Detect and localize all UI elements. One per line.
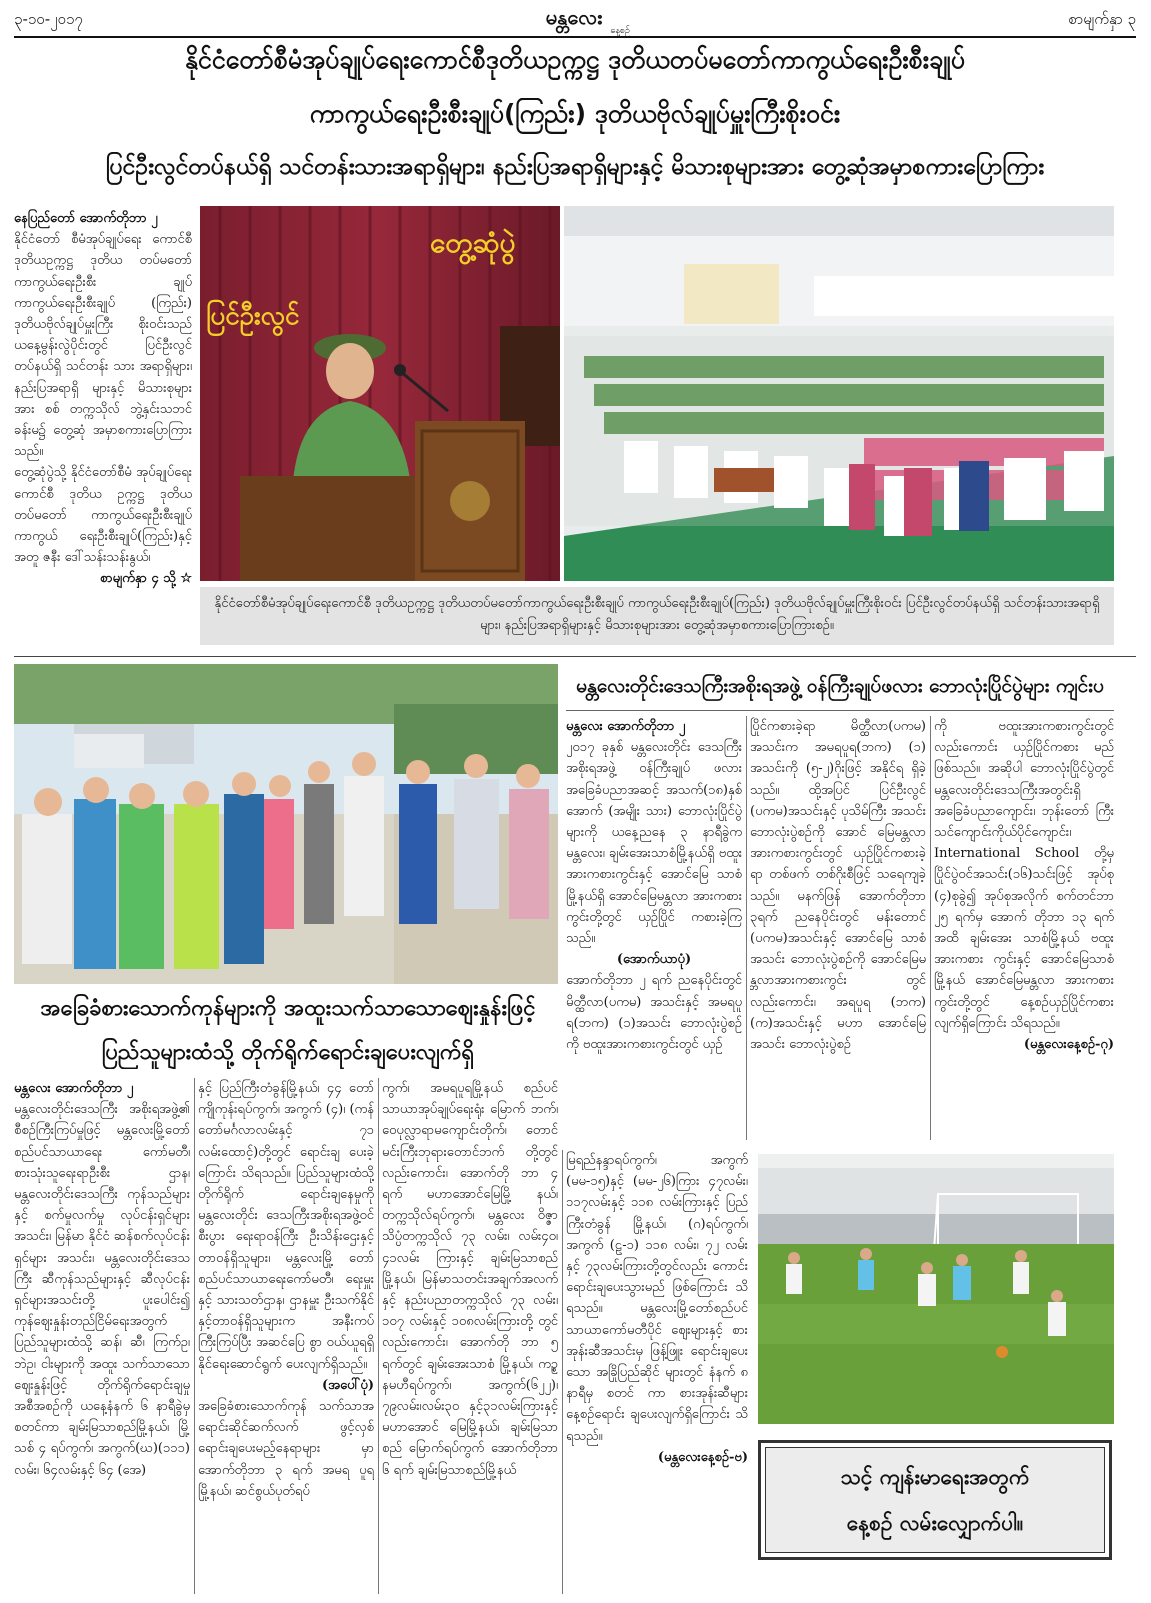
- photo-town-text: ပြင်ဦးလွင်: [206, 301, 300, 331]
- photo-football-match: [758, 1154, 1114, 1424]
- goods-headline-2: ပြည်သူများထံသို့ တိုက်ရိုက်ရောင်းချပေးလျက်ရှိ: [101, 1040, 475, 1065]
- goods-column-3: [382, 1078, 558, 1596]
- goods-column-2: [198, 1078, 374, 1596]
- sports-column-3: [934, 716, 1114, 1140]
- goods-column-1: [14, 1078, 190, 1596]
- masthead: [14, 6, 1136, 36]
- goods-paragraph: မြရည်နန္ဒာရပ်ကွက်၊ အကွက် (မမ-၁၅)နှင့် (မမ-၂၆)ကြား ၄၇လမ်း၊ ၁၁၇လမ်းနှင့် ၁၁၈ လမ်းကြားနှင့် ပြည်ကြီးတံခွန် မြို့နယ်၊ (ဂ)ရပ်ကွက်၊ အကွက် (ဠ-၁) ၁၁၈ လမ်း၊ ၇၂ လမ်း နှင့် ၇၃လမ်းကြားတို့တွင်လည်း ကောင်း ရောင်းချပေးသွားမည် ဖြစ်ကြောင်း သိရသည်။ မန္တလေးမြို့တော်စည်ပင် သာယာကော်မတီပိုင် ဈေးများနှင့် စားအုန်းဆီအသင်းမှ ဖြန့်ဖြူး ရောင်းချပေးသော အခြိုပြည်ဆိုင် များတွင် နံနက် ၈ နာရီမှ စတင် ကာ စားအုန်းဆီများ နေ့စဉ်ရောင်း ချပေးလျက်ရှိကြောင်း သိရသည်။: [566, 1153, 748, 1444]
- goods-paragraph: ကွက်၊ အမရပူရမြို့နယ် စည်ပင် သာယာအုပ်ချုပ်ရေးရုံး မြောက် ဘက်၊ ဝေပုလ္လာရာမကျောင်းတိုက်၊ တောင်မင်းကြီးဘုရားတောင်ဘက် တို့တွင်လည်းကောင်း၊ အောက်တို ဘာ ၄ ရက် မဟာအောင်မြေမြို့ နယ်၊ တက္ကသိုလ်ရပ်ကွက်၊ မန္တလေး ဝိဇ္ဇာသိပ္ပံတက္ကသိုလ် ၇၃ လမ်း၊ လမ်း၄၀၊ ၄၁လမ်း ကြားနှင့် ချမ်းမြသာစည်မြို့နယ်၊ မြန်မာသတင်းအချက်အလက်နှင့် နည်းပညာတက္ကသိုလ် ၇၃ လမ်း၊ ၁၀၇ လမ်းနှင့် ၁၀၈လမ်းကြားတို့ တွင်လည်းကောင်း၊ အောက်တို ဘာ ၅ ရက်တွင် ချမ်းအေးသာစံ မြို့နယ်၊ ကဥ္စနမဟီရပ်ကွက်၊ အကွက်(၆၂၂)၊ ၇၉လမ်း၊လမ်း၃၀ နှင့်၃၁လမ်းကြားနှင့် မဟာအောင် မြေမြို့နယ်၊ ချမ်းမြသာစည် မြောက်ရပ်ကွက် အောက်တိုဘာ ၆ ရက် ချမ်းမြသာစည်မြို့နယ်: [382, 1081, 558, 1478]
- goods-headline-1: အခြေခံစားသောက်ကုန်များကို အထူးသက်သာသောဈေးနှုန်းဖြင့်: [40, 996, 536, 1021]
- sports-headline-rule: [566, 710, 1114, 711]
- photo-banner-text: တွေ့ဆုံပွဲ: [430, 226, 516, 259]
- lead-headline-2: ကာကွယ်ရေးဦးစီးချုပ်(ကြည်း) ဒုတိယဗိုလ်ချုပ်မှူးကြီးစိုးဝင်း: [309, 99, 841, 128]
- lead-headline-1: နိုင်ငံတော်စီမံအုပ်ချုပ်ရေးကောင်စီဒုတိယဥက္ကဋ္ဌ ဒုတိယတပ်မတော်ကာကွယ်ရေးဦးစီးချုပ်: [185, 45, 965, 74]
- lead-byline: နေပြည်တော် အောက်တိုဘာ ၂: [14, 211, 158, 226]
- column-rule: [562, 1150, 563, 1594]
- photo-market-crowd: [14, 664, 558, 984]
- logo-subtext: နေ့စဉ်: [610, 26, 630, 36]
- health-promo-box: [758, 1440, 1112, 1560]
- lead-headline-3: ပြင်ဦးလွင်တပ်နယ်ရှိ သင်တန်းသားအရာရှိများ၊ နည်းပြအရာရှိများနှင့် မိသားစုများအား တွေ့ဆုံအမှာစကားပြောကြား: [105, 154, 1045, 180]
- column-rule: [194, 1078, 195, 1594]
- lead-story-column: [14, 208, 192, 646]
- goods-paragraph: နှင့် ပြည်ကြီးတံခွန်မြို့နယ်၊ ၄၄ တော်ကျိုကုန်းရပ်ကွက်၊ အကွက် (၄)၊ (ကန်တော်မင်္ဂလာလမ်းနှင့် ၇၁ လမ်းထောင့်)တို့တွင် ရောင်းချ ပေးခဲ့ကြောင်း သိရသည်။ ပြည်သူများထံသို့ တိုက်ရိုက် ရောင်းချနေမှုကို မန္တလေးတိုင်း ဒေသကြီးအစိုးရအဖွဲ့ဝင် စီးပွား ရေးရာဝန်ကြီး ဦးသိန်းဌေးနှင့် တာဝန်ရှိသူများ၊ မန္တလေးမြို့ တော်စည်ပင်သာယာရေးကော်မတီ၊ ရေးမှူးနှင့် သားသတ်ဌာန၊ ဌာနမှူး ဦးသက်နိုင်နှင့်တာဝန်ရှိသူများက အနီးကပ်ကြီးကြပ်ပြီး အဆင်ပြေ စွာ ဝယ်ယူရရှိနိုင်ရေးဆောင်ရွက် ပေးလျက်ရှိသည်။: [198, 1081, 374, 1372]
- promo-line: သင့် ကျန်းမာရေးအတွက်: [840, 1465, 1030, 1489]
- sports-column-2: [750, 716, 926, 1140]
- logo-text: မန္တလေး: [545, 5, 603, 29]
- goods-paragraph: မန္တလေးတိုင်းဒေသကြီး အစိုးရအဖွဲ့၏ စီစဉ်ကြီးကြပ်မှုဖြင့် မန္တလေးမြို့တော်စည်ပင်သာယာရေး ကော်မတီ၊ စားသုံးသူရေးရာဦးစီး ဌာန၊ မန္တလေးတိုင်းဒေသကြီး ကုန်သည်များနှင့် စက်မှုလက်မှု လုပ်ငန်းရှင်များအသင်း၊ မြန်မာ နိုင်ငံ ဆန်စက်လုပ်ငန်းရှင်များ အသင်း၊ မန္တလေးတိုင်းဒေသကြီး ဆီကုန်သည်များနှင့် ဆီလုပ်ငန်း ရှင်များအသင်းတို့ ပူးပေါင်း၍ ကုန်ဈေးနှုန်းတည်ငြိမ်ရေးအတွက် ပြည်သူများထံသို့ ဆန်၊ ဆီ၊ ကြက်ဥ၊ ဘဲဥ၊ ငါးများကို အထူး သက်သာသော ဈေးနှုန်းဖြင့် တိုက်ရိုက်ရောင်းချမှု အစီအစဉ်ကို ယနေ့နံနက် ၆ နာရီခွဲမှ စတင်ကာ ချမ်းမြသာစည်မြို့နယ်၊ မြို့သစ် ၄ ရပ်ကွက်၊ အကွက်(ဃ)(၁၁၁) လမ်း၊ ၆၄လမ်းနှင့် ၆၄ (အေ): [14, 1102, 190, 1478]
- lead-paragraph: နိုင်ငံတော် စီမံအုပ်ချုပ်ရေး ကောင်စီဒုတိယဥက္ကဋ္ဌ ဒုတိယ တပ်မတော်ကာကွယ်ရေးဦးစီး ချုပ် ကာကွယ်ရေးဦးစီးချုပ် (ကြည်း) ဒုတိယဗိုလ်ချုပ်မှူးကြီး စိုးဝင်းသည် ယနေ့မွန်းလွဲပိုင်းတွင် ပြင်ဦးလွင်တပ်နယ်ရှိ သင်တန်း သား အရာရှိများ၊ နည်းပြအရာရှိ များနှင့် မိသားစုများအား စစ် တက္ကသိုလ် ဘွဲ့နှင်းသဘင်ခန်းမ၌ တွေ့ဆုံ အမှာစကားပြောကြား သည်။: [14, 232, 192, 460]
- photo-ref-tag: (အပေါ်ပုံ): [322, 1377, 374, 1393]
- goods-column-4: [566, 1150, 748, 1596]
- page-number: စာမျက်နှာ ၃: [1068, 10, 1136, 28]
- photo-speaker-podium: [200, 206, 560, 581]
- sports-paragraph: အောက်တိုဘာ ၂ ရက် ညနေပိုင်းတွင် မိတ္ထီလာ(ပကမ) အသင်းနှင့် အမရပူရ(ဘက) (၁)အသင်း ဘောလုံးပွဲစဉ်ကို ဗထူးအားကစားကွင်းတွင် ယှဉ်: [566, 973, 742, 1053]
- market-illustration: [14, 664, 558, 984]
- lead-paragraph: တွေ့ဆုံပွဲသို့ နိုင်ငံတော်စီမံ အုပ်ချုပ်ရေးကောင်စီ ဒုတိယ ဥက္ကဋ္ဌ ဒုတိယတပ်မတော် ကာကွယ်ရေးဦးစီးချုပ် ကာကွယ် ရေးဦးစီးချုပ်(ကြည်း)နှင့် အတူ ဇနီး ဒေါ်သန်းသန်းနွယ်၊: [14, 465, 192, 566]
- audience-illustration: [564, 206, 1114, 581]
- masthead-rule: [14, 36, 1136, 38]
- newspaper-logo: [512, 6, 636, 36]
- goods-paragraph: အခြေခံစားသောက်ကုန် သက်သာအရောင်းဆိုင်ဆက်လက် ဖွင့်လှစ်ရောင်းချပေးမည့်နေရာများ မှာ အောက်တိုဘာ ၃ ရက် အမရ ပူရမြို့နယ်၊ ဆင်စွယ်ပုတ်ရပ်: [198, 1399, 374, 1499]
- sports-headline: မန္တလေးတိုင်းဒေသကြီးအစိုးရအဖွဲ့ ဝန်ကြီးချုပ်ဖလား ဘောလုံးပြိုင်ပွဲများ ကျင်းပ: [576, 675, 1104, 697]
- column-rule: [746, 716, 747, 1140]
- sports-credit: (မန္တလေးနေ့စဉ်-ဂု): [1023, 1037, 1114, 1053]
- continued-reference: စာမျက်နှာ ၄ သို့ ☆: [99, 571, 192, 587]
- issue-date: ၃-၁၀-၂၀၁၇: [14, 10, 83, 28]
- column-rule: [930, 716, 931, 1140]
- sports-subhead: (အောက်ယာပုံ): [616, 952, 692, 968]
- sports-paragraph: ပြိုင်ကစားခဲ့ရာ မိတ္ထီလာ(ပကမ) အသင်းက အမရပူရ(ဘက) (၁) အသင်းကို (၅-၂)ဂိုးဖြင့် အနိုင်ရ ရှိခဲ့သည်။ ထို့အပြင် ပြင်ဦးလွင် (ပကမ)အသင်းနှင့် ပုသိမ်ကြီး အသင်း ဘောလုံးပွဲစဉ်ကို အောင် မြေမန္တလာအားကစားကွင်းတွင် ယှဉ်ပြိုင်ကစားခဲ့ရာ တစ်ဖက် တစ်ဂိုးစီဖြင့် သရေကျခဲ့သည်။ မနက်ဖြန် အောက်တိုဘာ ၃ရက် ညနေပိုင်းတွင် မန်းတောင် (ပကမ)အသင်းနှင့် အောင်မြေ သာစံအသင်း ဘောလုံးပွဲစဉ်ကို အောင်မြေမန္တလာအားကစားကွင်း တွင် လည်းကောင်း၊ အရပူရ (ဘက) (က)အသင်းနှင့် မဟာ အောင်မြေအသင်း ဘောလုံးပွဲစဉ်: [750, 719, 926, 1053]
- sports-paragraph: ၂၀၁၇ ခုနှစ် မန္တလေးတိုင်း ဒေသကြီးအစိုးရအဖွဲ့ ဝန်ကြီးချုပ် ဖလား အခြေခံပညာအဆင့် အသက်(၁၈)နှစ်အောက် (အမျိုး သား) ဘောလုံးပြိုင်ပွဲများကို ယနေ့ညနေ ၃ နာရီခွဲက မန္တလေး၊ ချမ်းအေးသာစံမြို့နယ်ရှိ ဗထူး အားကစားကွင်းနှင့် အောင်မြေ သာစံမြို့နယ်ရှိ အောင်မြေမန္တလာ အားကစားကွင်းတို့တွင် ယှဉ်ပြိုင် ကစားခဲ့ကြသည်။: [566, 740, 742, 947]
- promo-line: နေ့စဉ် လမ်းလျှောက်ပါ။: [846, 1511, 1024, 1535]
- section-divider: [14, 656, 1136, 657]
- photo-audience-hall: [564, 206, 1114, 581]
- health-promo-inner: [765, 1447, 1105, 1553]
- football-illustration: [758, 1154, 1114, 1424]
- goods-credit: (မန္တလေးနေ့စဉ်-ဗ): [657, 1449, 748, 1465]
- column-rule: [378, 1078, 379, 1594]
- sports-byline: မန္တလေး အောက်တိုဘာ ၂: [566, 719, 686, 734]
- sports-paragraph: ကို ဗထူးအားကစားကွင်းတွင် လည်းကောင်း ယှဉ်ပြိုင်ကစား မည်ဖြစ်သည်။ အဆိုပါ ဘောလုံးပြိုင်ပွဲတွင် မန္တလေးတိုင်းဒေသကြီးအတွင်းရှိ အခြေခံပညာကျောင်း၊ ဘုန်းတော် ကြီးသင်ကျောင်းကိုယ်ပိုင်ကျောင်း၊ International School တို့မှ ပြိုင်ပွဲဝင်အသင်း(၁၆)သင်းဖြင့် အုပ်စု (၄)စုခွဲ၍ အုပ်စုအလိုက် စက်တင်ဘာ ၂၅ ရက်မှ အောက် တိုဘာ ၁၃ ရက်အထိ ချမ်းအေး သာစံမြို့နယ် ဗထူးအားကစား ကွင်းနှင့် အောင်မြေသာစံမြို့နယ် အောင်မြေမန္တလာ အားကစား ကွင်းတို့တွင် နေ့စဉ်ယှဉ်ပြိုင်ကစား လျက်ရှိကြောင်း သိရသည်။: [934, 719, 1114, 1031]
- sports-column-1: [566, 716, 742, 1140]
- goods-byline: မန္တလေး အောက်တိုဘာ ၂: [14, 1081, 134, 1096]
- lead-photo-caption: နိုင်ငံတော်စီမံအုပ်ချုပ်ရေးကောင်စီ ဒုတိယဥက္ကဋ္ဌ ဒုတိယတပ်မတော်ကာကွယ်ရေးဦးစီးချုပ် ကာကွယ်ရေးဦးစီးချုပ်(ကြည်း) ဒုတိယဗိုလ်ချုပ်မှူးကြီးစိုးဝင်း ပြင်ဦးလွင်တပ်နယ်ရှိ သင်တန်းသားအရာရှိများ၊ နည်းပြအရာရှိများနှင့် မိသားစုများအား တွေ့ဆုံအမှာစကားပြောကြားစဉ်။: [200, 587, 1114, 645]
